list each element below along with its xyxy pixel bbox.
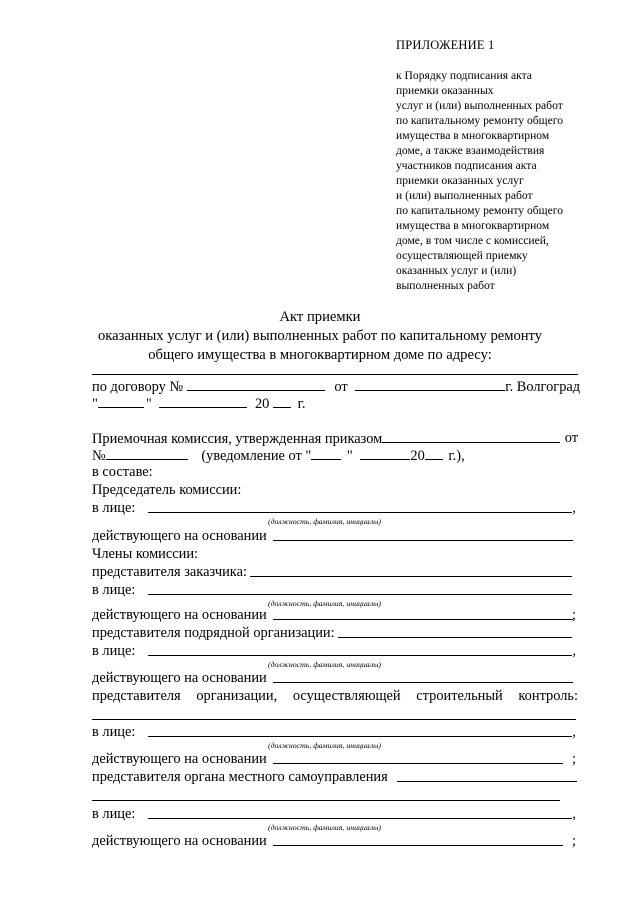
commission-from: от <box>564 430 578 446</box>
customer-rep-line <box>92 564 578 581</box>
appendix-note-line: и (или) выполненных работ <box>396 189 533 202</box>
contractor-rep-label: представителя подрядной организации: <box>92 625 335 641</box>
local-gov-rep-line <box>92 769 578 786</box>
local-gov-rep-field-2[interactable] <box>92 800 560 801</box>
local-gov-rep-label: представителя органа местного самоуправления <box>92 769 388 785</box>
acting-basis-label: действующего на основании <box>92 528 267 544</box>
acting-basis-label: действующего на основании <box>92 607 267 623</box>
appendix-note-line: доме, а также взаимодействия <box>396 144 545 157</box>
local-gov-basis-field[interactable] <box>273 845 563 846</box>
commission-line <box>92 430 578 447</box>
customer-rep-field[interactable] <box>250 576 572 577</box>
number-sign: № <box>92 448 106 464</box>
control-rep-word: представителя <box>92 688 181 704</box>
control-rep-line <box>92 688 578 705</box>
customer-person-field[interactable] <box>148 594 572 595</box>
chairman-label: Председатель комиссии: <box>92 482 242 498</box>
control-rep-word: осуществляющей <box>292 688 401 704</box>
title-line-1: Акт приемки <box>279 309 361 325</box>
order-no-field[interactable] <box>106 447 188 460</box>
document-title <box>0 308 640 365</box>
acting-basis-label: действующего на основании <box>92 751 267 767</box>
date-month-field[interactable] <box>159 395 247 408</box>
date-year-field[interactable] <box>273 395 291 408</box>
notice-year-field[interactable] <box>425 447 443 460</box>
contractor-person-line <box>92 643 578 660</box>
field-caption: (должность, фамилия, инициалы) <box>268 599 381 608</box>
notice-month-field[interactable] <box>360 447 410 460</box>
appendix-note-line: приемки оказанных услуг <box>396 174 524 187</box>
control-basis-field[interactable] <box>273 763 563 764</box>
contractor-rep-field[interactable] <box>338 637 572 638</box>
acting-basis-label: действующего на основании <box>92 833 267 849</box>
acting-basis-label: действующего на основании <box>92 670 267 686</box>
control-rep-word: контроль: <box>518 688 578 704</box>
appendix-note-line: имущества в многоквартирном <box>396 219 550 232</box>
control-rep-field[interactable] <box>92 719 576 720</box>
field-caption: (должность, фамилия, инициалы) <box>268 517 381 526</box>
commission-text: Приемочная комиссия, утвержденная приказом <box>92 431 383 447</box>
quote-close: " <box>145 396 152 412</box>
appendix-note-line: по капитальному ремонту общего <box>396 114 564 127</box>
date-year-suffix: г. <box>297 396 306 412</box>
semicolon: ; <box>572 751 576 767</box>
city: г. Волгоград <box>505 379 581 395</box>
appendix-note-line: участников подписания акта <box>396 159 537 172</box>
title-line-3: общего имущества в многоквартирном доме по адресу: <box>148 347 492 363</box>
control-rep-word: строительный <box>416 688 503 704</box>
appendix-note-line: доме, в том числе с комиссией, <box>396 234 549 247</box>
comma: , <box>572 500 576 516</box>
date-line <box>92 395 578 412</box>
customer-basis-line <box>92 607 578 624</box>
contractor-basis-line <box>92 670 578 687</box>
local-gov-rep-field[interactable] <box>397 781 577 782</box>
notice-close: г.), <box>448 448 465 464</box>
comma: , <box>572 806 576 822</box>
appendix-label: ПРИЛОЖЕНИЕ 1 <box>396 38 495 52</box>
in-person-label: в лице: <box>92 806 136 822</box>
contract-date-field[interactable] <box>355 378 505 391</box>
date-year-prefix: 20 <box>254 396 270 412</box>
appendix-note-line: приемки оказанных <box>396 84 494 97</box>
control-rep-word: организации, <box>196 688 278 704</box>
control-person-line <box>92 724 578 741</box>
in-person-label: в лице: <box>92 582 136 598</box>
in-person-label: в лице: <box>92 500 136 516</box>
contract-line <box>92 378 581 395</box>
title-line-2: оказанных услуг и (или) выполненных работ по капитальному ремонту <box>97 328 543 344</box>
appendix-note-line: услуг и (или) выполненных работ <box>396 99 563 112</box>
appendix-note-line: к Порядку подписания акта <box>396 69 532 82</box>
order-number-field[interactable] <box>382 430 560 443</box>
in-person-label: в лице: <box>92 724 136 740</box>
notice-year: 20 <box>410 448 425 464</box>
chairman-basis-line <box>92 528 578 545</box>
appendix-note-line: оказанных услуг и (или) <box>396 264 517 277</box>
comma: , <box>572 724 576 740</box>
appendix-note-line: имущества в многоквартирном <box>396 129 550 142</box>
chairman-person-line <box>92 500 578 517</box>
contractor-person-field[interactable] <box>148 655 572 656</box>
date-day-field[interactable] <box>98 395 144 408</box>
customer-person-line <box>92 582 578 599</box>
notice-quote: " <box>346 448 353 464</box>
appendix-note-line: выполненных работ <box>396 279 495 292</box>
notice-open: (уведомление от " <box>201 448 312 464</box>
local-gov-basis-line <box>92 833 578 850</box>
notice-line <box>92 447 578 464</box>
customer-basis-field[interactable] <box>273 619 573 620</box>
comma: , <box>572 643 576 659</box>
contract-number-field[interactable] <box>187 378 325 391</box>
chairman-basis-field[interactable] <box>273 540 573 541</box>
local-gov-person-field[interactable] <box>148 818 572 819</box>
contract-from: от <box>334 379 348 395</box>
appendix-note-line: осуществляющей приемку <box>396 249 528 262</box>
notice-day-field[interactable] <box>311 447 341 460</box>
composition: в составе: <box>92 464 153 480</box>
control-basis-line <box>92 751 578 768</box>
field-caption: (должность, фамилия, инициалы) <box>268 660 381 669</box>
semicolon: ; <box>572 833 576 849</box>
members-label: Члены комиссии: <box>92 546 199 562</box>
chairman-person-field[interactable] <box>148 512 572 513</box>
customer-rep-label: представителя заказчика: <box>92 564 247 580</box>
quote-open: " <box>92 396 98 412</box>
field-caption: (должность, фамилия, инициалы) <box>268 823 381 832</box>
appendix-note-line: по капитальному ремонту общего <box>396 204 564 217</box>
semicolon: ; <box>572 607 576 623</box>
field-caption: (должность, фамилия, инициалы) <box>268 741 381 750</box>
control-person-field[interactable] <box>148 736 572 737</box>
appendix-note <box>396 68 596 293</box>
contractor-basis-field[interactable] <box>273 682 573 683</box>
local-gov-person-line <box>92 806 578 823</box>
contract-prefix: по договору № <box>92 379 184 395</box>
contractor-rep-line <box>92 625 578 642</box>
address-field[interactable] <box>92 374 578 375</box>
in-person-label: в лице: <box>92 643 136 659</box>
